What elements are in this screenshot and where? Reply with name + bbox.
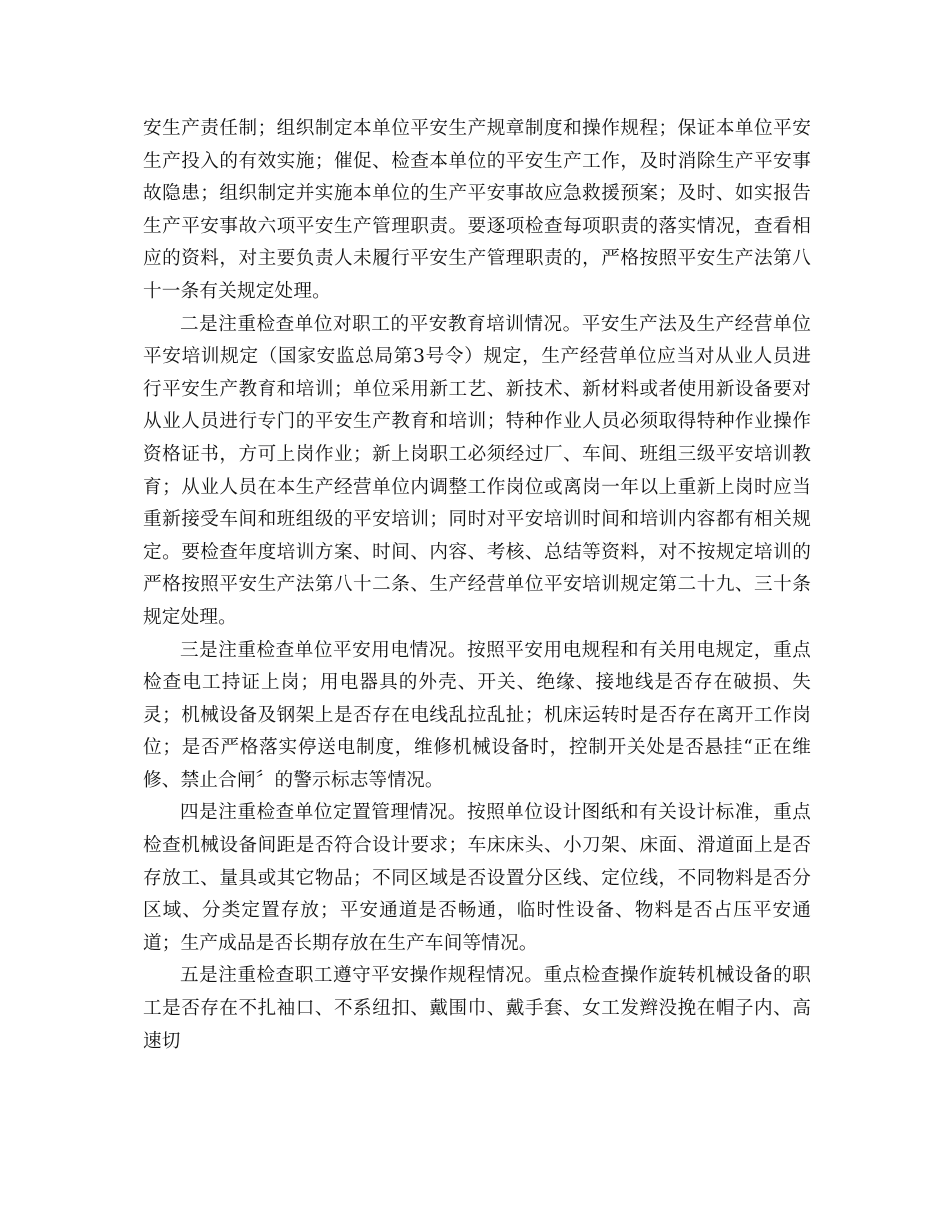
paragraph-4-placement: 四是注重检查单位定置管理情况。按照单位设计图纸和有关设计标准，重点检查机械设备间距是否符合设计要求；车床床头、小刀架、床面、滑道面上是否存放工、量具或其它物品；不同区域是否设置分区线、定位线，不同物料是否分区域、分类定置存放；平安通道是否畅通，临时性设备、物料是否占压平安通道；生产成品是否长期存放在生产车间等情况。 <box>143 802 811 954</box>
paragraph-3-electricity: 三是注重检查单位平安用电情况。按照平安用电规程和有关用电规定，重点检查电工持证上岗；用电器具的外壳、开关、绝缘、接地线是否存在破损、失灵；机械设备及钢架上是否存在电线乱拉乱扯；机床运转时是否存在离开工作岗位；是否严格落实停送电制度，维修机械设备时，控制开关处是否悬挂“正在维修、禁止合闸〞的警示标志等情况。 <box>143 639 811 791</box>
paragraph-2-training: 二是注重检查单位对职工的平安教育培训情况。平安生产法及生产经营单位平安培训规定（国家安监总局第3号令）规定，生产经营单位应当对从业人员进行平安生产教育和培训；单位采用新工艺、新技术、新材料或者使用新设备要对从业人员进行专门的平安生产教育和培训；特种作业人员必须取得特种作业操作资格证书，方可上岗作业；新上岗职工必须经过厂、车间、班组三级平安培训教育；从业人员在本生产经营单位内调整工作岗位或离岗一年以上重新上岗时应当重新接受车间和班组级的平安培训；同时对平安培训时间和培训内容都有相关规定。要检查年度培训方案、时间、内容、考核、总结等资料，对不按规定培训的严格按照平安生产法第八十二条、生产经营单位平安培训规定第二十九、三十条规定处理。 <box>143 313 811 628</box>
document-page <box>143 113 811 1058</box>
paragraph-continued: 安生产责任制；组织制定本单位平安生产规章制度和操作规程；保证本单位平安生产投入的有效实施；催促、检查本单位的平安生产工作，及时消除生产平安事故隐患；组织制定并实施本单位的生产平安事故应急救援预案；及时、如实报告生产平安事故六项平安生产管理职责。要逐项检查每项职责的落实情况，查看相应的资料，对主要负责人未履行平安生产管理职责的，严格按照平安生产法第八十一条有关规定处理。 <box>143 118 811 302</box>
paragraph-5-operation: 五是注重检查职工遵守平安操作规程情况。重点检查操作旋转机械设备的职工是否存在不扎袖口、不系纽扣、戴围巾、戴手套、女工发辫没挽在帽子内、高速切 <box>143 965 811 1052</box>
